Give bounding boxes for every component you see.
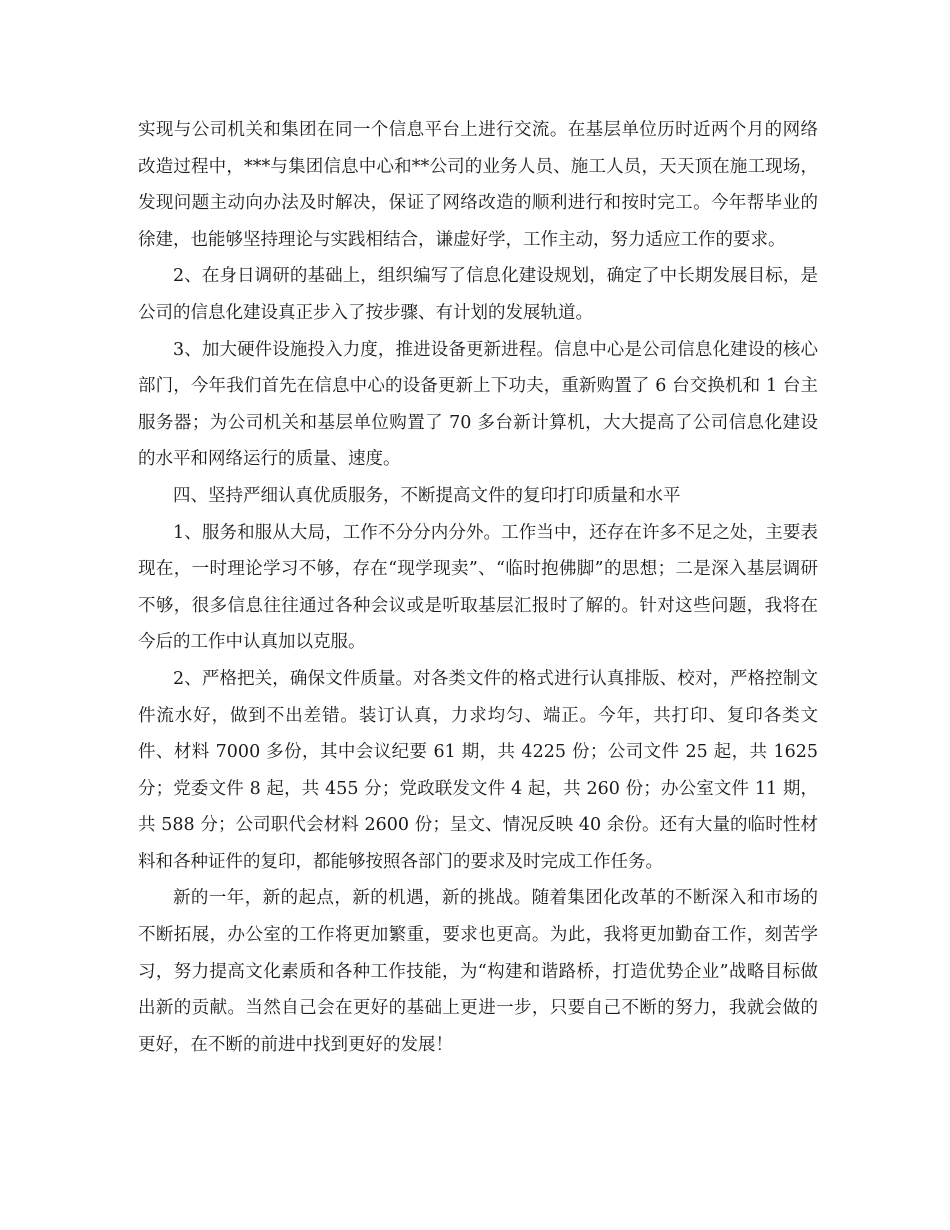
paragraph-hardware: 3、加大硬件设施投入力度，推进设备更新进程。信息中心是公司信息化建设的核心部门，今年我们首先在信息中心的设备更新上下功夫，重新购置了 6 台交换机和 1 台主服务器；为公司机关和基层单位购置了 70 多台新计算机，大大提高了公司信息化建设的水平和网络运行的质量、速度。	[138, 339, 818, 470]
paragraph-continuation: 实现与公司机关和集团在同一个信息平台上进行交流。在基层单位历时近两个月的网络改造过程中，***与集团信息中心和**公司的业务人员、施工人员，天天顶在施工现场，发现问题主动向办法及时解决，保证了网络改造的顺利进行和按时完工。今年帮毕业的徐建，也能够坚持理论与实践相结合，谦虚好学，工作主动，努力适应工作的要求。	[138, 120, 818, 250]
paragraph-quality: 2、严格把关，确保文件质量。对各类文件的格式进行认真排版、校对，严格控制文件流水好，做到不出差错。装订认真，力求均匀、端正。今年，共打印、复印各类文件、材料 7000 多份，其中会议纪要 61 期，共 4225 份；公司文件 25 起，共 1625 分；党委文件 8 起，共 455 分；党政联发文件 4 起，共 260 份；办公室文件 11 期，共 588 分；公司职代会材料 2600 份；呈文、情况反映 40 余份。还有大量的临时性材料和各种证件的复印，都能够按照各部门的要求及时完成工作任务。	[138, 668, 818, 872]
paragraph-planning: 2、在身日调研的基础上，组织编写了信息化建设规划，确定了中长期发展目标，是公司的信息化建设真正步入了按步骤、有计划的发展轨道。	[138, 266, 818, 323]
document-body	[138, 112, 818, 1063]
paragraph-conclusion: 新的一年，新的起点，新的机遇，新的挑战。随着集团化改革的不断深入和市场的不断拓展，办公室的工作将更加繁重，要求也更高。为此，我将更加勤奋工作，刻苦学习，努力提高文化素质和各种工作技能，为“构建和谐路桥，打造优势企业”战略目标做出新的贡献。当然自己会在更好的基础上更进一步，只要自己不断的努力，我就会做的更好，在不断的前进中找到更好的发展！	[138, 888, 818, 1055]
paragraph-service: 1、服务和服从大局，工作不分分内分外。工作当中，还存在许多不足之处，主要表现在，一时理论学习不够，存在“现学现卖”、“临时抱佛脚”的思想；二是深入基层调研不够，很多信息往往通过各种会议或是听取基层汇报时了解的。针对这些问题，我将在今后的工作中认真加以克服。	[138, 522, 818, 653]
section-heading-service: 四、坚持严细认真优质服务，不断提高文件的复印打印质量和水平	[173, 485, 681, 506]
